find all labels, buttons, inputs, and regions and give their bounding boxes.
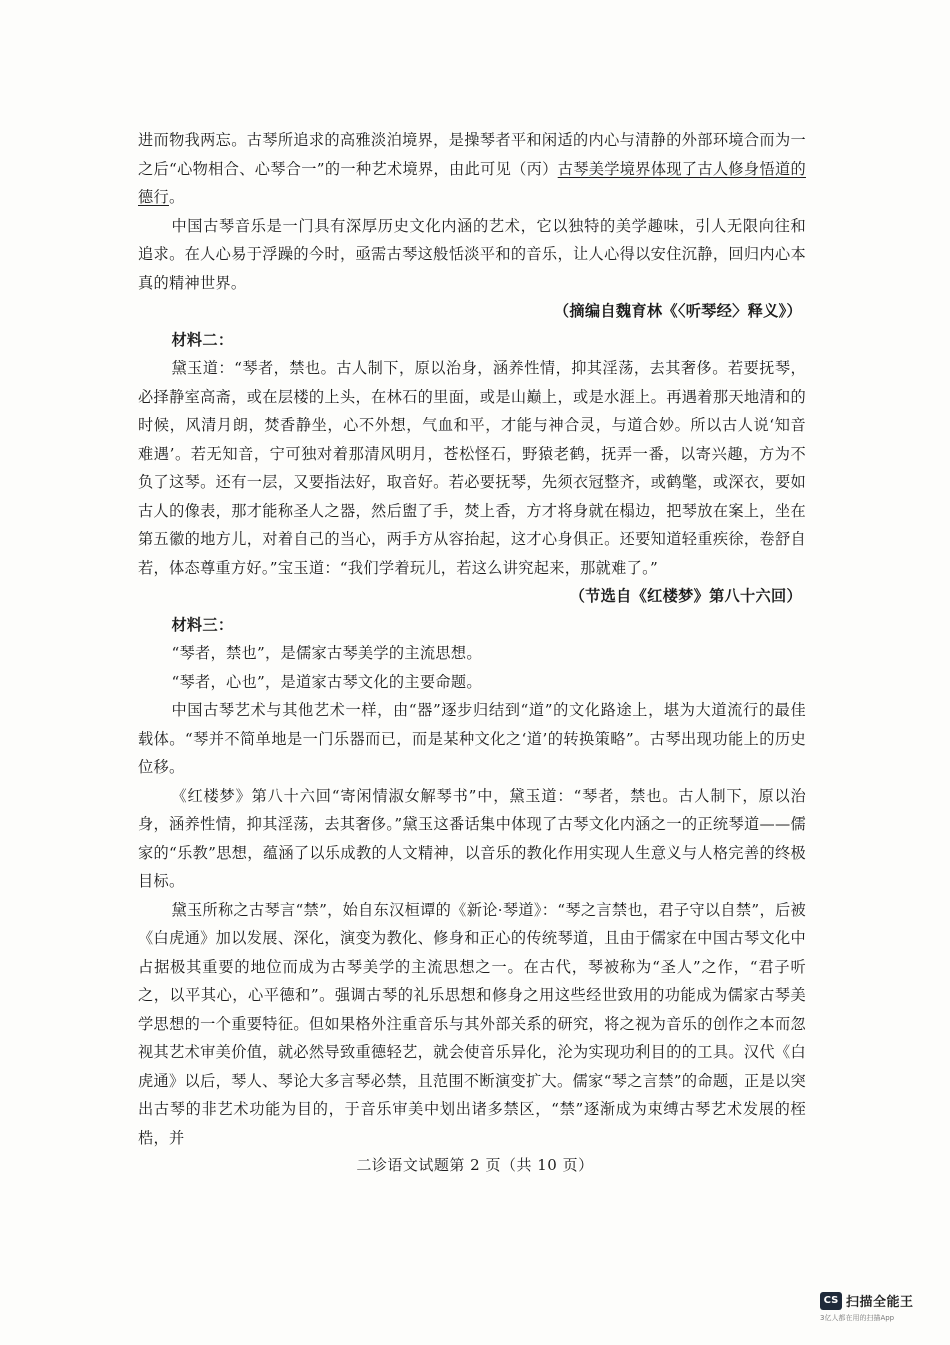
page-footer: 二诊语文试题第 2 页（共 10 页） bbox=[356, 1156, 594, 1174]
material2-source: （节选自《红楼梦》第八十六回） bbox=[569, 587, 802, 605]
material3-paragraph-3: 中国古琴艺术与其他艺术一样，由“器”逐步归结到“道”的文化路途上，堪为大道流行的最佳载体。“琴并不简单地是一门乐器而已，而是某种文化之‘道’的转换策略”。古琴出现功能上的历史位移。 bbox=[138, 701, 806, 776]
material1-text-end: 。 bbox=[168, 188, 185, 206]
underlined-sentence-bing: 古琴美学境界体现了古人修身悟道的德行 bbox=[138, 159, 806, 206]
material3-paragraph-2: “琴者，心也”，是道家古琴文化的主要命题。 bbox=[171, 672, 482, 691]
material3-paragraph-1: “琴者，禁也”，是儒家古琴美学的主流思想。 bbox=[171, 644, 482, 662]
watermark-tagline: 3亿人都在用的扫描App bbox=[820, 1314, 895, 1322]
camscanner-logo-icon: CS bbox=[820, 1292, 842, 1310]
material1-paragraph-2: 中国古琴音乐是一门具有深厚历史文化内涵的艺术，它以独特的美学趣味，引人无限向往和追求。在人心易于浮躁的今时，亟需古琴这般恬淡平和的音乐，让人心得以安住沉静，回归内心本真的精神世界。 bbox=[138, 216, 806, 292]
material1-source: （摘编自魏育林《〈听琴经〉释义》） bbox=[553, 302, 802, 320]
material2-body: 黛玉道：“琴者，禁也。古人制下，原以治身，涵养性情，抑其淫荡，去其奢侈。若要抚琴，必择静室高斋，或在层楼的上头，在林石的里面，或是山巅上，或是水涯上。再遇着那天地清和的时候，风清月朗，焚香静坐，心不外想，气血和平，才能与神合灵，与道合妙。所以古人说‘知音难遇’。若无知音，宁可独对着那清风明月，苍松怪石，野猿老鹤，抚弄一番，以寄兴趣，方为不负了这琴。还有一层，又要指法好，取音好。若必要抚琴，先须衣冠整齐，或鹤氅，或深衣，要如古人的像表，那才能称圣人之器，然后盥了手，焚上香，方才将身就在榻边，把琴放在案上，坐在第五徽的地方儿，对着自己的当心，两手方从容抬起，这才心身俱正。还要知道轻重疾徐，卷舒自若，体态尊重方好。”宝玉道：“我们学着玩儿，若这么讲究起来，那就难了。” bbox=[138, 359, 806, 577]
material3-paragraph-4: 《红楼梦》第八十六回“寄闲情淑女解琴书”中，黛玉道：“琴者，禁也。古人制下，原以治身，涵养性情，抑其淫荡，去其奢侈。”黛玉这番话集中体现了古琴文化内涵之一的正统琴道——儒家的“乐教”思想，蕴涵了以乐成教的人文精神，以音乐的教化作用实现人生意义与人格完善的终极目标。 bbox=[138, 786, 806, 890]
exam-text-body bbox=[138, 126, 806, 1152]
watermark-app-name: 扫描全能王 bbox=[846, 1295, 914, 1310]
material2-heading: 材料二： bbox=[171, 330, 234, 349]
material3-heading: 材料三： bbox=[171, 615, 234, 634]
material1-paragraph bbox=[138, 126, 806, 212]
material1-text: 进而物我两忘。古琴所追求的高雅淡泊境界，是操琴者平和闲适的内心与清静的外部环境合而为一之后“心物相合、心琴合一”的一种艺术境界，由此可见（丙） bbox=[138, 131, 806, 178]
material3-paragraph-5: 黛玉所称之古琴言“禁”，始自东汉桓谭的《新论·琴道》：“琴之言禁也，君子守以自禁”，后被《白虎通》加以发展、深化，演变为教化、修身和正心的传统琴道，且由于儒家在中国古琴文化中占据极其重要的地位而成为古琴美学的主流思想之一。在古代，琴被称为“圣人”之作，“君子听之，以平其心，心平德和”。强调古琴的礼乐思想和修身之用这些经世致用的功能成为儒家古琴美学思想的一个重要特征。但如果格外注重音乐与其外部关系的研究，将之视为音乐的创作之本而忽视其艺术审美价值，就必然导致重德轻艺，就会使音乐异化，沦为实现功利目的的工具。汉代《白虎通》以后，琴人、琴论大多言琴必禁，且范围不断演变扩大。儒家“琴之言禁”的命题，正是以突出古琴的非艺术功能为目的，于音乐审美中划出诸多禁区，“禁”逐渐成为束缚古琴艺术发展的桎梏，并 bbox=[138, 900, 806, 1147]
scanner-watermark bbox=[820, 1291, 938, 1341]
